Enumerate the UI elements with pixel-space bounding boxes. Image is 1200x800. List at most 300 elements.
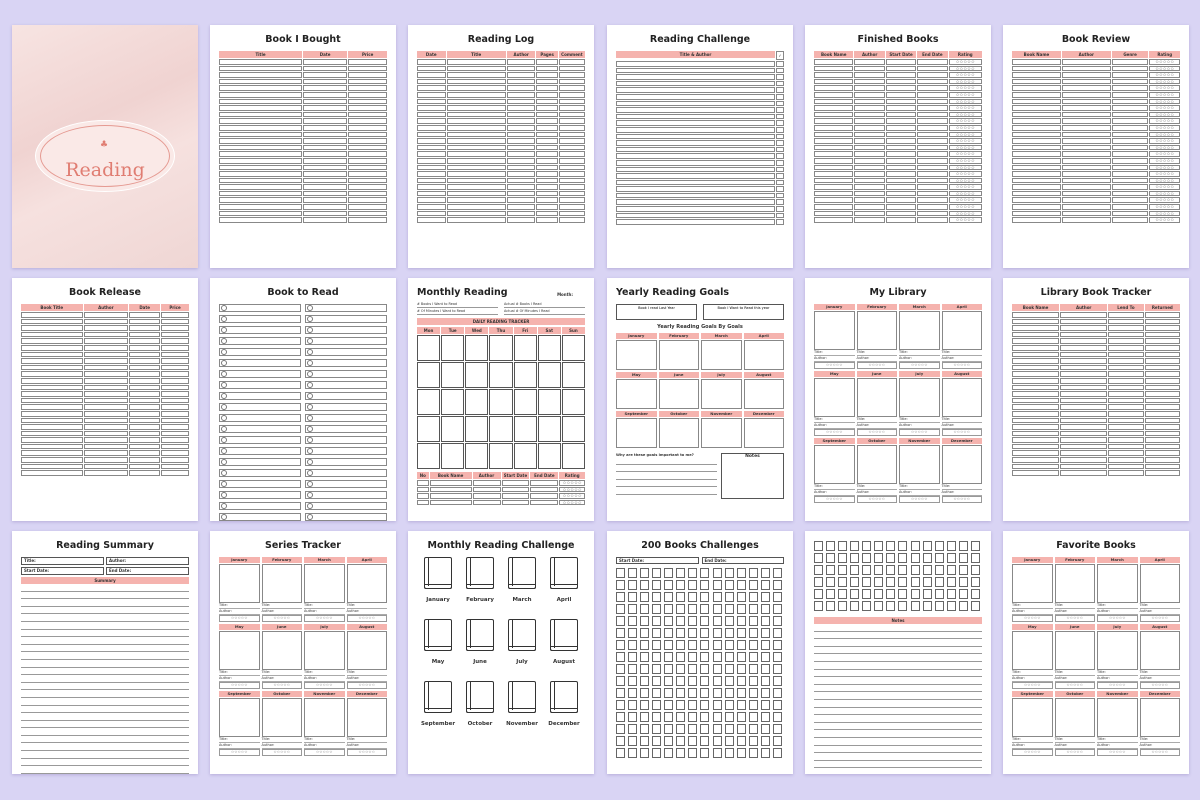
month-box[interactable] [219, 564, 260, 603]
table-cell[interactable] [84, 418, 129, 424]
table-cell[interactable] [348, 165, 387, 171]
table-cell[interactable] [1060, 450, 1107, 456]
checkbox-icon[interactable] [307, 514, 313, 520]
table-cell[interactable] [129, 398, 160, 404]
book-checkbox[interactable] [725, 592, 734, 602]
table-cell[interactable] [917, 125, 947, 131]
table-cell[interactable] [559, 171, 585, 177]
table-cell[interactable] [447, 92, 506, 98]
book-checkbox[interactable] [640, 616, 649, 626]
table-cell[interactable] [616, 186, 775, 192]
table-cell[interactable] [814, 165, 853, 171]
checkbox-icon[interactable] [221, 437, 227, 443]
rating-stars[interactable]: ✩✩✩✩✩ [949, 145, 982, 151]
table-cell[interactable] [886, 171, 916, 177]
book-checkbox[interactable] [676, 664, 685, 674]
month-card-may[interactable] [1012, 624, 1053, 689]
month-box[interactable] [701, 418, 742, 448]
book-checkbox[interactable] [725, 676, 734, 686]
table-cell[interactable] [417, 165, 446, 171]
month-box[interactable] [814, 378, 855, 417]
author-field[interactable]: Author: [1097, 676, 1138, 682]
table-cell[interactable] [219, 66, 302, 72]
table-cell[interactable] [886, 79, 916, 85]
table-cell[interactable] [854, 132, 884, 138]
month-card-may[interactable] [814, 371, 855, 436]
month-card-september[interactable] [1012, 691, 1053, 756]
table-cell[interactable] [417, 487, 429, 493]
table-cell[interactable] [1112, 211, 1149, 217]
book-checkbox[interactable] [652, 676, 661, 686]
author-field[interactable]: Author: [219, 609, 260, 615]
table-cell[interactable] [917, 158, 947, 164]
table-cell[interactable] [1012, 411, 1059, 417]
table-cell[interactable] [348, 191, 387, 197]
book-checkbox[interactable] [628, 676, 637, 686]
table-cell[interactable] [616, 107, 775, 113]
table-cell[interactable] [84, 385, 129, 391]
table-cell[interactable] [417, 138, 446, 144]
table-cell[interactable] [1145, 450, 1180, 456]
author-field[interactable]: Author: [347, 743, 388, 749]
book-checkbox[interactable] [749, 700, 758, 710]
book-checkbox[interactable] [898, 601, 907, 611]
table-cell[interactable] [776, 167, 784, 173]
book-checkbox[interactable] [761, 616, 770, 626]
book-checkbox[interactable] [850, 589, 859, 599]
book-checkbox[interactable] [911, 553, 920, 563]
table-cell[interactable] [776, 127, 784, 133]
list-item[interactable] [219, 392, 301, 400]
rating-stars[interactable]: ✩✩✩✩✩ [949, 59, 982, 65]
table-cell[interactable] [84, 444, 129, 450]
challenge-book-june[interactable] [459, 619, 501, 665]
summary-line[interactable] [21, 713, 189, 721]
table-cell[interactable] [447, 105, 506, 111]
title-field[interactable]: Title: [1140, 603, 1181, 609]
checkbox-icon[interactable] [307, 415, 313, 421]
book-checkbox[interactable] [713, 664, 722, 674]
rating-stars[interactable]: ✩✩✩✩✩ [304, 682, 345, 689]
rating-stars[interactable]: ✩✩✩✩✩ [949, 211, 982, 217]
table-cell[interactable] [219, 125, 302, 131]
book-checkbox[interactable] [898, 565, 907, 575]
table-cell[interactable] [21, 431, 83, 437]
table-cell[interactable] [1062, 191, 1111, 197]
author-field[interactable]: Author: [1140, 743, 1181, 749]
book-checkbox[interactable] [935, 589, 944, 599]
checkbox-icon[interactable] [307, 305, 313, 311]
title-field[interactable]: Title: [1012, 603, 1053, 609]
table-cell[interactable] [1012, 319, 1059, 325]
table-cell[interactable] [129, 338, 160, 344]
book-checkbox[interactable] [652, 580, 661, 590]
table-cell[interactable] [21, 424, 83, 430]
book-checkbox[interactable] [676, 580, 685, 590]
book-checkbox[interactable] [628, 592, 637, 602]
book-checkbox[interactable] [688, 676, 697, 686]
book-checkbox[interactable] [761, 712, 770, 722]
list-item[interactable] [305, 392, 387, 400]
book-checkbox[interactable] [838, 577, 847, 587]
author-field[interactable]: Author: [347, 609, 388, 615]
book-checkbox[interactable] [862, 541, 871, 551]
table-cell[interactable] [1012, 365, 1059, 371]
table-cell[interactable] [886, 145, 916, 151]
table-cell[interactable] [161, 437, 189, 443]
rating-stars[interactable]: ✩✩✩✩✩ [899, 429, 940, 436]
table-cell[interactable] [84, 338, 129, 344]
checkbox-icon[interactable] [307, 448, 313, 454]
month-box[interactable] [1012, 631, 1053, 670]
table-cell[interactable] [1145, 385, 1180, 391]
book-checkbox[interactable] [725, 724, 734, 734]
table-cell[interactable] [1145, 470, 1180, 476]
day-cell[interactable] [441, 443, 464, 469]
book-checkbox[interactable] [838, 601, 847, 611]
month-card-october[interactable] [262, 691, 303, 756]
notes-line[interactable] [814, 677, 982, 685]
table-cell[interactable] [1060, 437, 1107, 443]
book-checkbox[interactable] [652, 724, 661, 734]
table-cell[interactable] [1062, 72, 1111, 78]
book-release-page[interactable] [12, 278, 198, 521]
rating-stars[interactable]: ✩✩✩✩✩ [949, 138, 982, 144]
month-card-march[interactable] [1097, 557, 1138, 622]
rating-stars[interactable]: ✩✩✩✩✩ [1097, 749, 1138, 756]
book-checkbox[interactable] [628, 664, 637, 674]
table-cell[interactable] [1060, 470, 1107, 476]
table-cell[interactable] [1012, 105, 1061, 111]
table-cell[interactable] [1012, 184, 1061, 190]
book-checkbox[interactable] [616, 592, 625, 602]
book-checkbox[interactable] [971, 553, 980, 563]
table-cell[interactable] [917, 79, 947, 85]
table-cell[interactable] [886, 92, 916, 98]
books-200-page[interactable] [607, 531, 793, 774]
month-card-january[interactable] [616, 333, 657, 370]
month-card-march[interactable] [304, 557, 345, 622]
month-box[interactable] [1012, 564, 1053, 603]
book-checkbox[interactable] [725, 712, 734, 722]
list-item[interactable] [219, 403, 301, 411]
table-cell[interactable] [430, 480, 472, 486]
rating-stars[interactable]: ✩✩✩✩✩ [262, 682, 303, 689]
table-cell[interactable] [84, 358, 129, 364]
table-cell[interactable] [161, 378, 189, 384]
checkbox-icon[interactable] [221, 481, 227, 487]
book-checkbox[interactable] [628, 652, 637, 662]
day-cell[interactable] [489, 443, 512, 469]
table-cell[interactable] [417, 112, 446, 118]
book-checkbox[interactable] [676, 676, 685, 686]
month-card-november[interactable] [701, 411, 742, 448]
table-cell[interactable] [616, 193, 775, 199]
rating-stars[interactable]: ✩✩✩✩✩ [949, 191, 982, 197]
table-cell[interactable] [1062, 211, 1111, 217]
table-cell[interactable] [1012, 85, 1061, 91]
table-cell[interactable] [161, 338, 189, 344]
book-checkbox[interactable] [773, 712, 782, 722]
author-field[interactable]: Author: [814, 356, 855, 362]
table-cell[interactable] [616, 68, 775, 74]
table-cell[interactable] [776, 219, 784, 225]
table-cell[interactable] [447, 165, 506, 171]
book-checkbox[interactable] [826, 565, 835, 575]
rating-stars[interactable]: ✩✩✩✩✩ [1012, 749, 1053, 756]
list-item[interactable] [305, 348, 387, 356]
day-cell[interactable] [538, 416, 561, 442]
table-cell[interactable] [1145, 365, 1180, 371]
table-cell[interactable] [1112, 178, 1149, 184]
rating-stars[interactable]: ✩✩✩✩✩ [949, 197, 982, 203]
month-box[interactable] [857, 445, 898, 484]
challenge-book-november[interactable] [501, 681, 543, 727]
book-checkbox[interactable] [773, 688, 782, 698]
list-item[interactable] [305, 315, 387, 323]
table-cell[interactable] [161, 385, 189, 391]
book-checkbox[interactable] [688, 712, 697, 722]
day-cell[interactable] [538, 443, 561, 469]
table-cell[interactable] [161, 319, 189, 325]
table-cell[interactable] [776, 120, 784, 126]
book-checkbox[interactable] [773, 616, 782, 626]
title-field[interactable]: Title: [219, 603, 260, 609]
table-cell[interactable] [161, 450, 189, 456]
rating-stars[interactable]: ✩✩✩✩✩ [899, 362, 940, 369]
table-cell[interactable] [536, 151, 557, 157]
summary-line[interactable] [21, 645, 189, 653]
list-item[interactable] [305, 304, 387, 312]
month-card-august[interactable] [1140, 624, 1181, 689]
this-year-box[interactable] [703, 304, 784, 320]
book-checkbox[interactable] [850, 565, 859, 575]
checkbox-icon[interactable] [307, 382, 313, 388]
list-item[interactable] [219, 315, 301, 323]
summary-line[interactable] [21, 614, 189, 622]
table-cell[interactable] [616, 74, 775, 80]
month-card-april[interactable] [942, 304, 983, 369]
book-checkbox[interactable] [664, 700, 673, 710]
table-cell[interactable] [1108, 358, 1143, 364]
month-box[interactable] [262, 631, 303, 670]
author-field[interactable]: Author: [304, 743, 345, 749]
summary-line[interactable] [21, 592, 189, 600]
book-checkbox[interactable] [814, 565, 823, 575]
book-checkbox[interactable] [886, 553, 895, 563]
table-cell[interactable] [447, 211, 506, 217]
table-cell[interactable] [1108, 431, 1143, 437]
book-checkbox[interactable] [640, 568, 649, 578]
book-checkbox[interactable] [874, 589, 883, 599]
table-cell[interactable] [1112, 217, 1149, 223]
table-cell[interactable] [559, 118, 585, 124]
book-checkbox[interactable] [664, 748, 673, 758]
author-field[interactable]: Author: [857, 356, 898, 362]
table-cell[interactable] [447, 79, 506, 85]
checkbox-icon[interactable] [221, 371, 227, 377]
table-cell[interactable] [219, 197, 302, 203]
book-checkbox[interactable] [947, 577, 956, 587]
book-checkbox[interactable] [737, 724, 746, 734]
book-checkbox[interactable] [947, 541, 956, 551]
table-cell[interactable] [886, 211, 916, 217]
monthly-reading-page[interactable] [408, 278, 594, 521]
table-cell[interactable] [854, 72, 884, 78]
book-checkbox[interactable] [838, 565, 847, 575]
table-cell[interactable] [814, 59, 853, 65]
title-field[interactable]: Title: [304, 737, 345, 743]
table-cell[interactable] [348, 66, 387, 72]
table-cell[interactable] [507, 118, 536, 124]
table-cell[interactable] [1112, 66, 1149, 72]
book-checkbox[interactable] [688, 628, 697, 638]
table-cell[interactable] [1012, 99, 1061, 105]
book-checkbox[interactable] [874, 601, 883, 611]
table-cell[interactable] [1012, 352, 1059, 358]
author-field[interactable]: Author: [106, 557, 189, 565]
book-checkbox[interactable] [826, 601, 835, 611]
table-cell[interactable] [814, 145, 853, 151]
table-cell[interactable] [1012, 151, 1061, 157]
book-checkbox[interactable] [664, 652, 673, 662]
table-cell[interactable] [854, 178, 884, 184]
rating-stars[interactable]: ✩✩✩✩✩ [559, 480, 585, 486]
table-cell[interactable] [303, 132, 347, 138]
book-checkbox[interactable] [664, 676, 673, 686]
table-cell[interactable] [886, 72, 916, 78]
table-cell[interactable] [559, 85, 585, 91]
title-field[interactable]: Title: [262, 737, 303, 743]
notes-line[interactable] [814, 670, 982, 678]
table-cell[interactable] [1062, 184, 1111, 190]
table-cell[interactable] [507, 191, 536, 197]
month-box[interactable] [616, 418, 657, 448]
table-cell[interactable] [161, 398, 189, 404]
table-cell[interactable] [917, 105, 947, 111]
month-card-may[interactable] [616, 372, 657, 409]
table-cell[interactable] [507, 165, 536, 171]
table-cell[interactable] [507, 105, 536, 111]
book-checkbox[interactable] [886, 601, 895, 611]
book-checkbox[interactable] [700, 736, 709, 746]
table-cell[interactable] [21, 319, 83, 325]
table-cell[interactable] [776, 206, 784, 212]
book-checkbox[interactable] [761, 604, 770, 614]
checkbox-icon[interactable] [221, 404, 227, 410]
table-cell[interactable] [1062, 171, 1111, 177]
table-cell[interactable] [1062, 92, 1111, 98]
month-box[interactable] [1140, 698, 1181, 737]
title-field[interactable]: Title: [942, 484, 983, 490]
rating-stars[interactable]: ✩✩✩✩✩ [814, 362, 855, 369]
day-cell[interactable] [514, 416, 537, 442]
challenge-book-march[interactable] [501, 557, 543, 603]
table-cell[interactable] [776, 81, 784, 87]
table-cell[interactable] [161, 418, 189, 424]
book-checkbox[interactable] [749, 628, 758, 638]
table-cell[interactable] [1012, 325, 1059, 331]
table-cell[interactable] [1012, 312, 1059, 318]
table-cell[interactable] [917, 59, 947, 65]
table-cell[interactable] [1112, 197, 1149, 203]
table-cell[interactable] [219, 112, 302, 118]
table-cell[interactable] [303, 191, 347, 197]
day-cell[interactable] [489, 416, 512, 442]
month-box[interactable] [942, 378, 983, 417]
author-field[interactable]: Author: [262, 743, 303, 749]
book-checkbox[interactable] [700, 568, 709, 578]
table-cell[interactable] [559, 217, 585, 223]
book-checkbox[interactable] [713, 628, 722, 638]
book-checkbox[interactable] [688, 652, 697, 662]
book-checkbox[interactable] [814, 577, 823, 587]
table-cell[interactable] [1112, 191, 1149, 197]
book-checkbox[interactable] [850, 553, 859, 563]
author-field[interactable]: Author: [1140, 676, 1181, 682]
book-checkbox[interactable] [700, 664, 709, 674]
table-cell[interactable] [559, 66, 585, 72]
day-cell[interactable] [417, 335, 440, 361]
table-cell[interactable] [303, 99, 347, 105]
book-checkbox[interactable] [761, 724, 770, 734]
month-card-may[interactable] [219, 624, 260, 689]
table-cell[interactable] [854, 112, 884, 118]
rating-stars[interactable]: ✩✩✩✩✩ [1149, 158, 1180, 164]
table-cell[interactable] [776, 101, 784, 107]
table-cell[interactable] [161, 444, 189, 450]
book-checkbox[interactable] [652, 652, 661, 662]
book-checkbox[interactable] [652, 748, 661, 758]
book-checkbox[interactable] [971, 601, 980, 611]
table-cell[interactable] [1112, 132, 1149, 138]
month-box[interactable] [744, 379, 785, 409]
table-cell[interactable] [1062, 99, 1111, 105]
table-cell[interactable] [1060, 424, 1107, 430]
table-cell[interactable] [348, 112, 387, 118]
table-cell[interactable] [559, 191, 585, 197]
summary-line[interactable] [21, 736, 189, 744]
table-cell[interactable] [536, 72, 557, 78]
book-checkbox[interactable] [616, 568, 625, 578]
table-cell[interactable] [507, 99, 536, 105]
table-cell[interactable] [814, 92, 853, 98]
author-field[interactable]: Author: [1097, 743, 1138, 749]
book-checkbox[interactable] [688, 640, 697, 650]
book-checkbox[interactable] [664, 604, 673, 614]
table-cell[interactable] [559, 125, 585, 131]
table-cell[interactable] [616, 199, 775, 205]
summary-line[interactable] [21, 607, 189, 615]
book-checkbox[interactable] [713, 688, 722, 698]
book-checkbox[interactable] [713, 580, 722, 590]
table-cell[interactable] [303, 66, 347, 72]
table-cell[interactable] [219, 118, 302, 124]
table-cell[interactable] [1108, 450, 1143, 456]
book-checkbox[interactable] [652, 616, 661, 626]
table-cell[interactable] [776, 180, 784, 186]
table-cell[interactable] [1012, 145, 1061, 151]
table-cell[interactable] [507, 59, 536, 65]
book-checkbox[interactable] [850, 577, 859, 587]
rating-stars[interactable]: ✩✩✩✩✩ [1149, 72, 1180, 78]
month-card-march[interactable] [701, 333, 742, 370]
table-cell[interactable] [1060, 332, 1107, 338]
table-cell[interactable] [417, 197, 446, 203]
table-cell[interactable] [814, 211, 853, 217]
checkbox-icon[interactable] [307, 371, 313, 377]
book-checkbox[interactable] [628, 688, 637, 698]
